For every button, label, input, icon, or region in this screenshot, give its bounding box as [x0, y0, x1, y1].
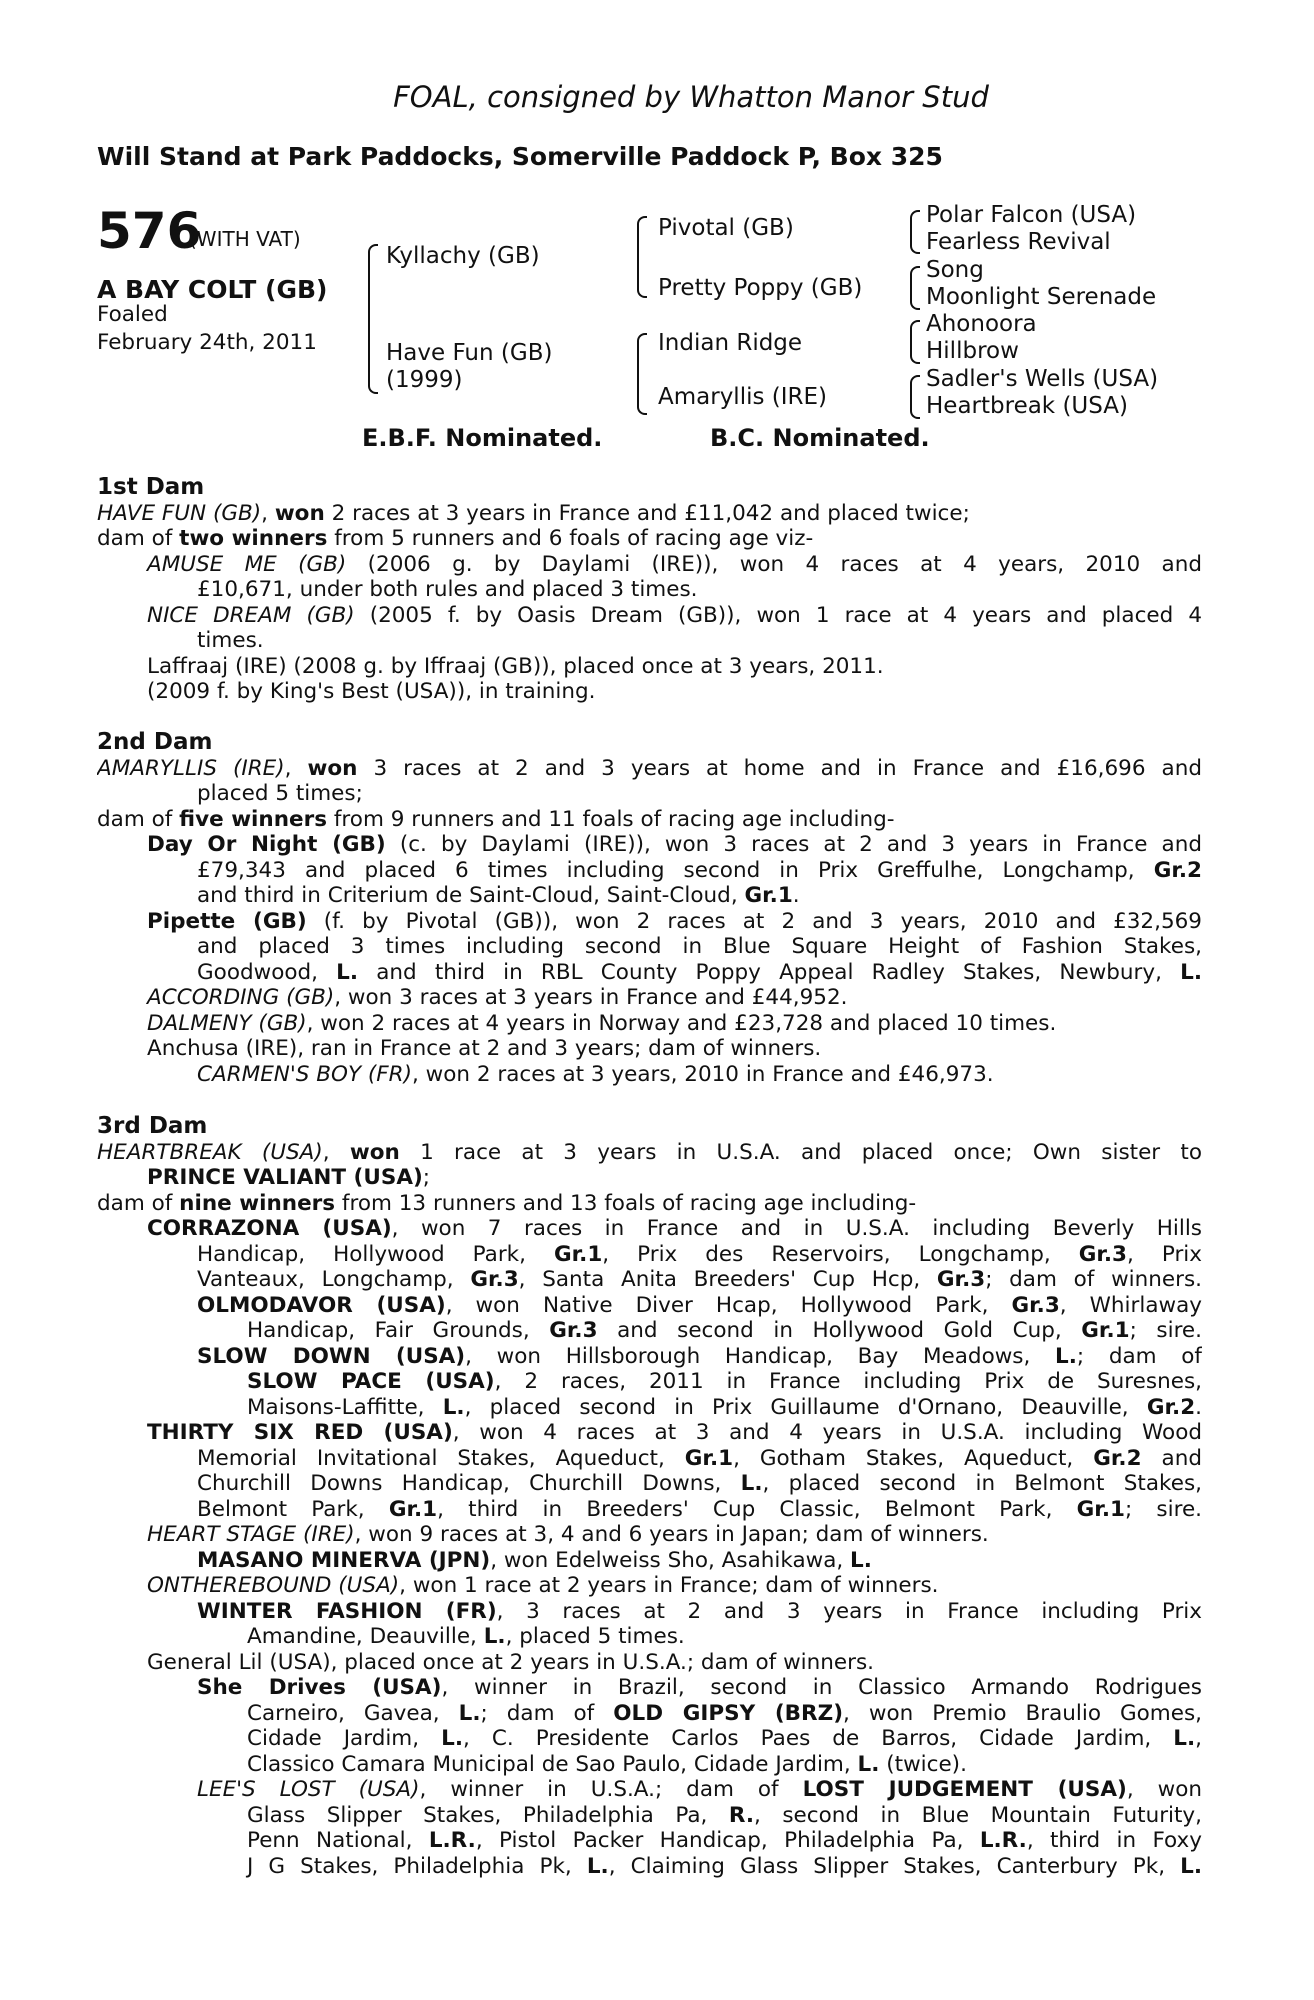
text-segment: and second in Hollywood Gold Cup, [597, 1318, 1082, 1343]
text-segment: nine winners [179, 1190, 336, 1216]
text-line [97, 1701, 1202, 1727]
text-segment: Glass Slipper Stakes, Philadelphia Pa, [247, 1802, 729, 1828]
ggp-brace [910, 210, 920, 254]
text-line [97, 577, 1202, 603]
text-segment: dam of [97, 806, 180, 832]
text-segment: , winner in U.S.A.; dam of [419, 1777, 803, 1802]
text-segment: ; sire. [1129, 1318, 1202, 1343]
text-segment: dam of [97, 526, 180, 551]
text-line [97, 1344, 1202, 1370]
text-segment: Memorial Invitational Stakes, Aqueduct, [197, 1445, 685, 1471]
text-line [97, 1471, 1202, 1497]
text-segment: placed 5 times; [197, 781, 363, 806]
text-segment: L. [442, 1394, 465, 1420]
pedigree-grandparent: Pretty Poppy (GB) [658, 275, 863, 301]
text-line [97, 1011, 1202, 1037]
text-segment: , placed second in Belmont Stakes, [762, 1471, 1202, 1496]
text-segment: and placed 3 times including second in Blue Square Height of Fashion Stakes, [197, 934, 1202, 959]
text-segment: £10,671, under both rules and placed 3 times. [197, 577, 698, 602]
text-segment: , 3 races at 2 and 3 years in France including Prix [496, 1598, 1202, 1624]
text-segment: from 5 runners and 6 foals of racing age viz- [327, 526, 814, 551]
text-segment: (twice). [879, 1751, 967, 1777]
text-segment: Goodwood, [197, 959, 337, 985]
text-segment: Churchill Downs Handicap, Churchill Downs, [197, 1471, 741, 1496]
text-line [97, 934, 1202, 960]
text-segment: L. [458, 1700, 481, 1726]
text-line [97, 1599, 1202, 1625]
stand-location: Will Stand at Park Paddocks, Somerville Paddock P, Box 325 [97, 142, 943, 171]
text-line [97, 1318, 1202, 1344]
text-line [97, 679, 1202, 705]
text-segment: £79,343 and placed 6 times including second in Prix Greffulhe, Longchamp, [197, 857, 1154, 883]
pedigree-great-grandparent: Moonlight Serenade [926, 284, 1157, 310]
text-segment: Classico Camara Municipal de Sao Paulo, Cidade Jardim, [247, 1751, 858, 1777]
pedigree-great-grandparent: Song [926, 257, 984, 283]
text-segment: and third in RBL County Poppy Appeal Radley Stakes, Newbury, [358, 959, 1181, 985]
text-segment: Handicap, Hollywood Park, [197, 1241, 554, 1267]
text-line [97, 1191, 1202, 1217]
text-segment: L. [1180, 1853, 1202, 1879]
text-segment: Gr.2 [1146, 1394, 1196, 1420]
text-segment: ONTHEREBOUND (USA) [147, 1573, 400, 1598]
text-segment: General Lil (USA), placed once at 2 years in U.S.A.; dam of winners. [147, 1649, 875, 1675]
text-line [97, 1675, 1202, 1701]
text-segment: THIRTY SIX RED (USA) [147, 1420, 453, 1445]
text-segment: , [322, 1139, 350, 1165]
text-line [97, 1497, 1202, 1523]
text-segment: Gr.3 [1011, 1292, 1060, 1318]
text-segment: Belmont Park, [197, 1496, 389, 1522]
pedigree-great-grandparent: Sadler's Wells (USA) [926, 366, 1159, 392]
foaled-date: February 24th, 2011 [97, 330, 317, 355]
text-segment: , 2 races, 2011 in France including Prix de Suresnes, [494, 1369, 1202, 1394]
text-segment: Amandine, Deauville, [247, 1624, 484, 1649]
text-segment: ACCORDING (GB) [147, 985, 335, 1010]
text-segment: Gr.1 [744, 883, 793, 908]
text-segment: Gr.3 [1078, 1241, 1128, 1267]
text-segment: , won Edelweiss Sho, Asahikawa, [490, 1547, 851, 1573]
text-line [97, 1777, 1202, 1803]
dam-parents-brace [637, 333, 647, 415]
catalogue-header: FOAL, consigned by Whatton Manor Stud [393, 80, 989, 114]
pedigree-great-grandparent: Polar Falcon (USA) [926, 202, 1137, 228]
text-segment: , Pistol Packer Handicap, Philadelphia Pa, [475, 1828, 980, 1853]
text-segment: Maisons-Laffitte, [247, 1394, 443, 1420]
text-segment: ; dam of winners. [985, 1267, 1202, 1292]
text-segment: and [1141, 1445, 1202, 1471]
text-segment: Gr.3 [936, 1267, 986, 1292]
foaled-label: Foaled [97, 302, 168, 327]
text-segment: CORRAZONA (USA) [147, 1216, 392, 1241]
text-segment: , [261, 500, 275, 526]
section-heading: 3rd Dam [97, 1114, 208, 1139]
ebf-nomination: E.B.F. Nominated. [362, 424, 603, 452]
text-segment: times. [197, 628, 264, 653]
text-line [97, 1522, 1202, 1548]
text-segment: SLOW DOWN (USA) [197, 1343, 466, 1369]
third-dam-section [97, 1114, 1202, 1879]
text-segment: . [1195, 1394, 1202, 1420]
text-segment: AMARYLLIS (IRE) [97, 755, 285, 781]
text-segment: LOST JUDGEMENT (USA) [802, 1777, 1127, 1802]
text-segment: Carneiro, Gavea, [247, 1700, 459, 1726]
text-segment: MASANO MINERVA (JPN) [197, 1547, 491, 1573]
text-segment: ; sire. [1124, 1496, 1202, 1522]
text-segment: DALMENY (GB) [147, 1010, 307, 1036]
text-segment: , won Hillsborough Handicap, Bay Meadows, [465, 1343, 1056, 1369]
text-segment: L. [336, 959, 359, 985]
text-segment: L. [850, 1547, 872, 1573]
text-segment: L. [1173, 1726, 1196, 1751]
text-segment: , [284, 755, 308, 781]
text-segment: , won 3 races at 3 years in France and £44,952. [334, 985, 848, 1010]
text-segment: Vanteaux, Longchamp, [197, 1267, 471, 1292]
text-segment: . [792, 883, 800, 908]
text-segment: ; dam of [1076, 1343, 1202, 1369]
text-line [97, 1267, 1202, 1293]
text-segment: HEARTBREAK (USA) [97, 1139, 323, 1165]
text-segment: Gr.1 [684, 1445, 734, 1471]
pedigree-great-grandparent: Heartbreak (USA) [926, 393, 1128, 419]
pedigree-sire: Kyllachy (GB) [386, 243, 540, 269]
text-segment: , Claiming Glass Slipper Stakes, Canterbury Pk, [608, 1853, 1181, 1879]
text-segment: (c. by Daylami (IRE)), won 3 races at 2 and 3 years in France and [385, 832, 1202, 857]
text-segment: two winners [179, 526, 328, 551]
text-line [97, 1803, 1202, 1829]
pedigree-grandparent: Amaryllis (IRE) [658, 384, 828, 410]
text-line [97, 1140, 1202, 1166]
text-segment: L. [1180, 959, 1202, 985]
text-segment: L.R. [979, 1828, 1027, 1853]
text-segment: (2009 f. by King's Best (USA)), in training. [147, 679, 596, 704]
text-segment: HEART STAGE (IRE) [147, 1522, 355, 1547]
pedigree-dam: Have Fun (GB) [386, 340, 553, 366]
text-segment: Gr.1 [388, 1496, 438, 1522]
text-segment: 2 races at 3 years in France and £11,042 and placed twice; [324, 500, 970, 526]
text-line [97, 1293, 1202, 1319]
text-segment: WINTER FASHION (FR) [197, 1598, 497, 1624]
text-segment: ; dam of [480, 1700, 614, 1726]
text-segment: , second in Blue Mountain Futurity, [753, 1802, 1202, 1828]
lot-name: A BAY COLT (GB) [97, 275, 328, 304]
text-segment: , Gotham Stakes, Aqueduct, [733, 1445, 1094, 1471]
text-line [97, 654, 1202, 680]
text-line [97, 1726, 1202, 1752]
text-line [97, 1650, 1202, 1676]
text-line [97, 1165, 1202, 1191]
text-segment: CARMEN'S BOY (FR) [197, 1061, 412, 1087]
text-segment: , won 9 races at 3, 4 and 6 years in Japan; dam of winners. [354, 1522, 989, 1547]
text-line [97, 1624, 1202, 1650]
text-segment: L. [857, 1751, 880, 1777]
text-segment: , won 7 races in France and in U.S.A. including Beverly Hills [391, 1216, 1202, 1241]
text-segment: L. [441, 1726, 463, 1751]
text-segment: L. [483, 1624, 506, 1649]
text-line [97, 883, 1202, 909]
text-segment: Gr.3 [470, 1267, 519, 1292]
text-line [97, 1548, 1202, 1574]
bc-nomination: B.C. Nominated. [710, 424, 930, 452]
text-segment: PRINCE VALIANT (USA) [147, 1165, 423, 1190]
text-segment: L.R. [428, 1828, 476, 1853]
text-line [97, 1395, 1202, 1421]
text-line [97, 1216, 1202, 1242]
text-segment: Laffraaj (IRE) (2008 g. by Iffraaj (GB)), placed once at 3 years, 2011. [147, 653, 884, 679]
first-dam-section [97, 475, 1202, 705]
vat-note: (WITH VAT) [189, 227, 301, 251]
text-segment: Gr.1 [1081, 1318, 1130, 1343]
text-segment: , won Native Diver Hcap, Hollywood Park, [445, 1292, 1012, 1318]
text-segment: Cidade Jardim, [247, 1726, 442, 1751]
text-segment: , placed 5 times. [505, 1624, 685, 1649]
ggp-brace [910, 266, 920, 310]
text-segment: OLD GIPSY (BRZ) [613, 1700, 844, 1726]
text-segment: OLMODAVOR (USA) [197, 1292, 446, 1318]
text-line [97, 628, 1202, 654]
text-segment: , third in Foxy [1026, 1828, 1202, 1853]
text-segment: Gr.2 [1153, 857, 1202, 883]
pedigree-dam-year: (1999) [386, 367, 463, 393]
text-line [97, 1752, 1202, 1778]
text-line [97, 501, 1202, 527]
text-segment: , won 2 races at 3 years, 2010 in France and £46,973. [412, 1061, 994, 1087]
text-line [97, 807, 1202, 833]
text-segment: from 9 runners and 11 foals of racing age including- [327, 806, 895, 832]
text-segment: She Drives (USA) [197, 1675, 442, 1700]
text-segment: Gr.2 [1093, 1445, 1142, 1471]
text-segment: ; [422, 1165, 431, 1190]
text-segment: , Santa Anita Breeders' Cup Hcp, [518, 1267, 937, 1292]
text-line [97, 756, 1202, 782]
text-segment: Day Or Night (GB) [147, 832, 386, 857]
text-line [97, 909, 1202, 935]
text-segment: five winners [179, 806, 328, 832]
text-segment: (f. by Pivotal (GB)), won 2 races at 2 and 3 years, 2010 and £32,569 [306, 908, 1202, 934]
text-segment: , placed second in Prix Guillaume d'Ornano, Deauville, [464, 1394, 1147, 1420]
text-line [97, 552, 1202, 578]
section-heading: 1st Dam [97, 475, 205, 500]
text-line [97, 960, 1202, 986]
text-segment: L. [586, 1853, 609, 1879]
lot-number: 576 [97, 202, 202, 260]
text-segment: , Whirlaway [1059, 1292, 1202, 1318]
text-segment: Penn National, [247, 1828, 429, 1853]
text-segment: , third in Breeders' Cup Classic, Belmont Park, [437, 1496, 1077, 1522]
text-line [97, 1828, 1202, 1854]
text-segment: , C. Presidente Carlos Paes de Barros, Cidade Jardim, [463, 1726, 1174, 1751]
text-segment: Gr.1 [1076, 1496, 1125, 1522]
text-segment: , won 1 race at 2 years in France; dam of winners. [399, 1573, 939, 1598]
text-line [97, 781, 1202, 807]
pedigree-great-grandparent: Fearless Revival [926, 229, 1111, 255]
text-segment: Handicap, Fair Grounds, [247, 1318, 550, 1343]
text-line [97, 1242, 1202, 1268]
text-line [97, 1854, 1202, 1880]
text-line [97, 1036, 1202, 1062]
text-line [97, 1062, 1202, 1088]
sire-dam-brace [368, 244, 378, 394]
text-segment: 3 races at 2 and 3 years at home and in France and £16,696 and [357, 755, 1202, 781]
second-dam-section [97, 730, 1202, 1087]
text-line [97, 526, 1202, 552]
text-line [97, 985, 1202, 1011]
text-segment: , winner in Brazil, second in Classico Armando Rodrigues [441, 1675, 1202, 1700]
text-segment: LEE'S LOST (USA) [197, 1777, 420, 1802]
text-segment: NICE DREAM (GB) [147, 602, 355, 628]
text-segment: , won 2 races at 4 years in Norway and £23,728 and placed 10 times. [306, 1010, 1057, 1036]
pedigree-great-grandparent: Ahonoora [926, 311, 1037, 337]
text-line [97, 832, 1202, 858]
text-segment: dam of [97, 1190, 180, 1216]
ggp-brace [910, 375, 920, 419]
text-segment: Gr.3 [549, 1318, 598, 1343]
text-segment: , won 4 races at 3 and 4 years in U.S.A. including Wood [452, 1420, 1202, 1445]
text-segment: Anchusa (IRE), ran in France at 2 and 3 years; dam of winners. [147, 1036, 822, 1061]
text-line [97, 1420, 1202, 1446]
text-segment: 1 race at 3 years in U.S.A. and placed once; Own sister to [399, 1139, 1202, 1165]
text-segment: won [274, 500, 325, 526]
text-segment: SLOW PACE (USA) [247, 1369, 495, 1394]
text-line [97, 1446, 1202, 1472]
pedigree-grandparent: Pivotal (GB) [658, 215, 794, 241]
text-segment: , Prix des Reservoirs, Longchamp, [602, 1241, 1079, 1267]
text-segment: R. [728, 1802, 754, 1828]
text-segment: L. [740, 1471, 763, 1496]
text-segment: , [1195, 1726, 1202, 1751]
text-segment: Gr.1 [553, 1241, 603, 1267]
text-segment: , won [1126, 1777, 1202, 1802]
text-segment: won [349, 1139, 400, 1165]
text-line [97, 1573, 1202, 1599]
sire-parents-brace [637, 216, 647, 298]
text-segment: AMUSE ME (GB) [147, 551, 347, 577]
text-segment: , won Premio Braulio Gomes, [843, 1700, 1202, 1726]
pedigree-great-grandparent: Hillbrow [926, 338, 1019, 364]
text-segment: HAVE FUN (GB) [97, 500, 262, 526]
text-line [97, 858, 1202, 884]
text-segment: won [307, 755, 358, 781]
text-segment: (2006 g. by Daylami (IRE)), won 4 races at 4 years, 2010 and [346, 551, 1202, 577]
text-segment: J G Stakes, Philadelphia Pk, [247, 1853, 587, 1879]
text-segment: and third in Criterium de Saint-Cloud, Saint-Cloud, [197, 883, 745, 908]
section-heading: 2nd Dam [97, 730, 213, 755]
text-segment: from 13 runners and 13 foals of racing age including- [335, 1190, 917, 1216]
pedigree-grandparent: Indian Ridge [658, 330, 803, 356]
text-segment: , Prix [1127, 1241, 1202, 1267]
text-line [97, 603, 1202, 629]
text-segment: L. [1055, 1343, 1077, 1369]
text-segment: (2005 f. by Oasis Dream (GB)), won 1 race at 4 years and placed 4 [354, 602, 1202, 628]
ggp-brace [910, 320, 920, 364]
text-segment: Pipette (GB) [147, 908, 307, 934]
text-line [97, 1369, 1202, 1395]
